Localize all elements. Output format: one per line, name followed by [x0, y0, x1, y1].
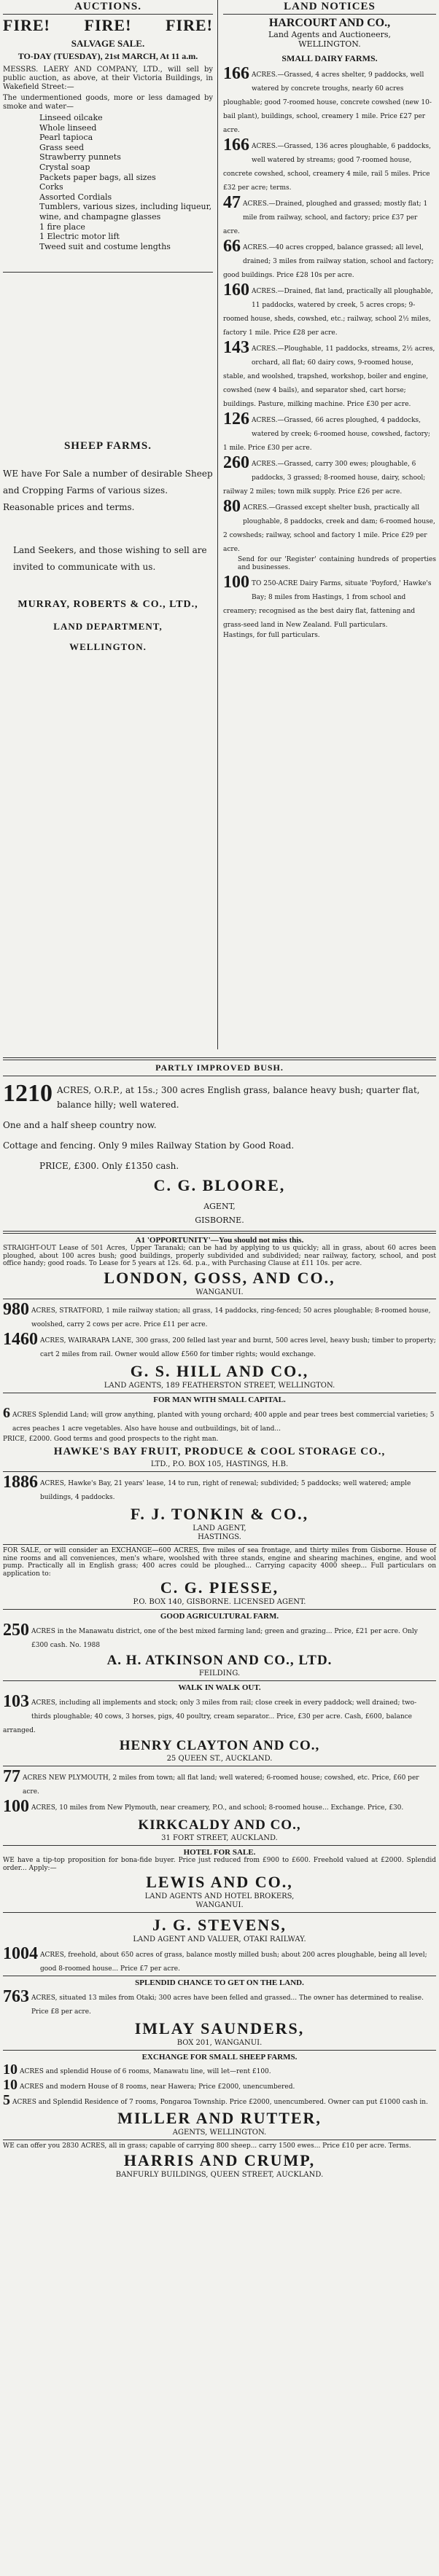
listing-text: ACRES NEW PLYMOUTH, 2 miles from town; all flat land; well watered; 6-roomed house; cowshed, etc. Price, £60 per acre.	[23, 1774, 419, 1796]
london-headline: A1 'OPPORTUNITY'—You should not miss this.	[135, 1236, 304, 1245]
acreage-number: 6	[3, 1405, 10, 1421]
fire-word: FIRE!	[166, 16, 213, 34]
farm-listing	[3, 1989, 436, 2016]
salvage-lead: The undermentioned goods, more or less damaged by smoke and water—	[3, 94, 213, 111]
listing-text: ACRES, WAIRARAPA LANE, 300 grass, 200 felled last year and burnt, 500 acres level, heavy bush; timber to property; cart 2 miles from rail. Owner would allow £560 for timber rights; would exchange.	[40, 1336, 436, 1358]
bloore-city: GISBORNE.	[195, 1215, 244, 1225]
farm-listing	[223, 498, 436, 554]
stevens-sub: LAND AGENT AND VALUER, OTAKI RAILWAY.	[133, 1935, 306, 1943]
atkinson-city: FEILDING.	[198, 1669, 241, 1677]
harris-body: WE can offer you 2830 ACRES, all in grass; capable of carrying 800 sheep... carry 1500 ewes... Price £10 per acre. Terms.	[3, 2142, 411, 2150]
salvage-item: Assorted Cordials	[39, 192, 112, 202]
farm-listing	[3, 1798, 436, 1814]
salvage-item: Crystal soap	[39, 162, 90, 172]
register-note: Send for our 'Register' containing hundreds of properties and businesses.	[238, 556, 436, 571]
salvage-item: Tweed suit and costume lengths	[39, 241, 171, 251]
fire-word: FIRE!	[84, 16, 132, 34]
atkinson-title: GOOD AGRICULTURAL FARM.	[160, 1612, 279, 1621]
acreage-number: 10	[3, 2062, 18, 2077]
acreage-number: 250	[3, 1622, 29, 1640]
tonkin-city: HASTINGS.	[198, 1533, 241, 1541]
salvage-item: Packets paper bags, all sizes	[39, 172, 156, 182]
section-rule	[3, 1471, 436, 1472]
listing-text: ACRES.—Drained, ploughed and grassed; mostly flat; 1 mile from railway, school, and factory; price £37 per acre.	[223, 200, 428, 235]
harcourt-sub: Land Agents and Auctioneers,	[268, 30, 392, 39]
farm-listing	[3, 1622, 436, 1650]
listing-text: ACRES.—Grassed, 66 acres ploughed, 4 paddocks, watered by creek; 6-roomed house, cowshed, factory; 1 mile. Price £30 per acre.	[223, 417, 430, 452]
harcourt-firm: HARCOURT AND CO.,	[268, 17, 391, 29]
fire-banner	[3, 16, 213, 35]
section-rule	[3, 1057, 436, 1060]
clayton-firm: HENRY CLAYTON AND CO.,	[119, 1738, 320, 1753]
farm-listing	[3, 2062, 436, 2077]
harris-address: BANFURLY BUILDINGS, QUEEN STREET, AUCKLAND.	[115, 2170, 324, 2179]
farm-listing	[3, 1406, 436, 1433]
farm-listing	[3, 1331, 436, 1359]
section-rule	[3, 1231, 436, 1234]
listing-text: ACRES, O.R.P., at 15s.; 300 acres English grass, balance heavy bush; quarter flat, balance hilly; well watered.	[57, 1085, 420, 1110]
hill-firm: G. S. HILL AND CO.,	[130, 1361, 309, 1380]
farm-listing	[223, 340, 436, 409]
harcourt-city: WELLINGTON.	[298, 39, 361, 49]
column-divider	[217, 0, 218, 1049]
agent-note: Hastings, for full particulars.	[223, 632, 320, 639]
salvage-item: 1 fire place	[39, 222, 85, 232]
section-rule	[3, 2050, 436, 2051]
acreage-number: 66	[223, 238, 241, 256]
clayton-title: WALK IN WALK OUT.	[178, 1683, 261, 1692]
kirkcaldy-address: 31 FORT STREET, AUCKLAND.	[161, 1834, 278, 1842]
farm-listing	[3, 1769, 436, 1796]
salvage-item: Linseed oilcake	[39, 113, 103, 122]
salvage-items	[3, 113, 213, 251]
farm-listing	[223, 574, 436, 630]
land-department: LAND DEPARTMENT,	[53, 621, 163, 633]
section-rule	[3, 1912, 436, 1913]
kirkcaldy-firm: KIRKCALDY AND CO.,	[138, 1817, 301, 1833]
land-notices-column	[223, 0, 436, 640]
section-rule	[3, 1845, 436, 1846]
farm-listing	[223, 66, 436, 135]
listing-text: ACRES, situated 13 miles from Otaki; 300 acres have been felled and grassed... The owner has determined to realise. Price £8 per acre.	[31, 1994, 424, 2016]
listing-text: ACRES.—Drained, flat land, practically all ploughable, 11 paddocks, watered by creek, 5 acres crops; 9-roomed house, sheds, cowshed, etc.; railway, school 2½ miles, factory 1 mile. Price £28 per acre.	[223, 288, 433, 337]
acreage-number: 80	[223, 498, 241, 516]
lewis-body: WE have a tip-top proposition for bona-fide buyer. Price just reduced from £900 to £600. Freehold valued at £2000. Splendid order... Apply:—	[3, 1857, 436, 1872]
bloore-role: AGENT,	[203, 1202, 236, 1211]
farm-listing	[223, 455, 436, 496]
salvage-item: Grass seed	[39, 142, 85, 152]
farm-listing	[3, 1694, 436, 1735]
listing-text: ACRES and modern House of 8 rooms, near Hawera; Price £2000, unencumbered.	[20, 2083, 295, 2091]
farm-listing	[223, 137, 436, 192]
bush-line3: Cottage and fencing. Only 9 miles Railway Station by Good Road.	[3, 1140, 295, 1151]
acreage-number: 763	[3, 1989, 29, 2006]
farm-listing	[223, 195, 436, 236]
acreage-number: 10	[3, 2078, 18, 2092]
bush-line2: One and a half sheep country now.	[3, 1120, 157, 1130]
farm-listing	[223, 238, 436, 280]
farm-listing	[3, 2093, 436, 2107]
listing-text: ACRES and Splendid Residence of 7 rooms, Pongaroa Township. Price £2000, unencumbered. Owner can put £1000 cash in.	[12, 2099, 428, 2106]
tonkin-role: LAND AGENT,	[193, 1524, 246, 1532]
hawkes-sub: LTD., P.O. BOX 105, HASTINGS, H.B.	[150, 1460, 289, 1468]
bloore-firm: C. G. BLOORE,	[153, 1176, 286, 1194]
acreage-number: 5	[3, 2093, 10, 2107]
lewis-firm: LEWIS AND CO.,	[146, 1873, 293, 1891]
acreage-number: 980	[3, 1301, 29, 1319]
london-goss-firm: LONDON, GOSS, AND CO.,	[104, 1268, 335, 1287]
salvage-title: SALVAGE SALE.	[71, 38, 145, 49]
fire-word: FIRE!	[3, 16, 50, 34]
farm-listing	[3, 1946, 436, 1973]
hawkes-bay-fruit-firm: HAWKE'S BAY FRUIT, PRODUCE & COOL STORAGE CO.,	[53, 1446, 386, 1457]
acreage-number: 47	[223, 195, 241, 212]
salvage-time: TO-DAY (TUESDAY), 21st MARCH, At 11 a.m.	[18, 51, 198, 61]
miller-title: EXCHANGE FOR SMALL SHEEP FARMS.	[141, 2053, 298, 2062]
clayton-address: 25 QUEEN ST., AUCKLAND.	[166, 1755, 273, 1763]
listing-text: ACRES.—40 acres cropped, balance grassed; all level, drained; 3 miles from railway station, school and factory; good buildings. Price £28 10s per acre.	[223, 244, 434, 279]
listing-text: ACRES.—Ploughable, 11 paddocks, streams, 2½ acres, orchard, all flat; 60 dairy cows, 9-roomed house, stable, and woolshed, trapshed, workshop, boiler and engine, cowshed (new 4 bails), and separator shed, cart horse; buildings. Pasture, milking machine. Price £30 per acre.	[223, 345, 435, 408]
wellington-city: WELLINGTON.	[69, 641, 147, 653]
piesse-body: FOR SALE, or will consider an EXCHANGE—600 ACRES, five miles of sea frontage, and thirty miles from Gisborne. House of nine rooms and all conveniences, men's whare, woolshed with three stands, engine and shearing machines, engine, and wool pump. Practically all in English grass; 400 acres could be ploughed... Carrying capacity 4000 sheep... Full particulars on application to:	[3, 1547, 436, 1578]
acreage-number: 260	[223, 455, 249, 472]
acreage-number: 126	[223, 411, 249, 428]
tonkin-firm: F. J. TONKIN & CO.,	[130, 1505, 309, 1523]
hill-address: LAND AGENTS, 189 FEATHERSTON STREET, WELLINGTON.	[104, 1381, 335, 1390]
imlay-title: SPLENDID CHANCE TO GET ON THE LAND.	[135, 1978, 304, 1987]
bush-price: PRICE, £300. Only £1350 cash.	[39, 1161, 179, 1171]
auctions-header: AUCTIONS.	[3, 0, 213, 15]
miller-sub: AGENTS, WELLINGTON.	[172, 2129, 267, 2137]
acreage-number: 166	[223, 66, 249, 83]
auctions-column	[3, 0, 213, 653]
farm-listing	[3, 2078, 436, 2092]
salvage-intro: MESSRS. LAERY AND COMPANY, LTD., will sell by public auction, as above, at their Victoria Buildings, in Wakefield Street:—	[3, 66, 213, 91]
listing-text: ACRES and splendid House of 6 rooms, Manawatu line, will let—rent £100.	[20, 2068, 271, 2075]
lewis-title: HOTEL FOR SALE.	[183, 1848, 256, 1857]
acreage-number: 77	[3, 1769, 20, 1786]
farm-listing	[223, 282, 436, 337]
sheep-farms-invite: Land Seekers, and those wishing to sell are invited to communicate with us.	[13, 545, 207, 573]
imlay-firm: IMLAY SAUNDERS,	[134, 2019, 305, 2037]
acreage-number: 166	[223, 137, 249, 154]
piesse-sub: P.O. BOX 140, GISBORNE. LICENSED AGENT.	[133, 1598, 306, 1606]
section-rule	[3, 1544, 436, 1545]
section-rule	[3, 1680, 436, 1681]
piesse-firm: C. G. PIESSE,	[160, 1578, 279, 1597]
lewis-city: WANGANUI.	[195, 1901, 244, 1909]
farm-listing	[223, 411, 436, 453]
bush-listing	[3, 1082, 436, 1111]
imlay-sub: BOX 201, WANGANUI.	[176, 2039, 263, 2047]
salvage-item: Strawberry punnets	[39, 152, 121, 163]
hawkes-price: PRICE, £2000. Good terms and good prospects to the right man.	[3, 1435, 219, 1443]
listing-text: ACRES in the Manawatu district, one of the best mixed farming land; green and grazing... Price, £21 per acre. Only £300 cash. No. 1988	[31, 1628, 418, 1649]
listing-text: ACRES Splendid Land; will grow anything, planted with young orchard; 400 apple and pear trees best commercial varieties; 5 acres peaches 1 acre vegetables. Also have house and outbuildings, bit of land...	[12, 1411, 435, 1433]
salvage-item: Tumblers, various sizes, including liqueur, wine, and champagne glasses	[39, 202, 212, 222]
lewis-sub: LAND AGENTS AND HOTEL BROKERS,	[144, 1892, 295, 1900]
salvage-item: 1 Electric motor lift	[39, 232, 120, 242]
acreage-number: 100	[223, 574, 249, 592]
small-dairy-farms-title: SMALL DAIRY FARMS.	[281, 53, 378, 63]
stevens-firm: J. G. STEVENS,	[152, 1916, 287, 1934]
full-width-ads	[3, 1055, 436, 2180]
listing-text: ACRES, freehold, about 650 acres of grass, balance mostly milled bush; about 200 acres ploughable, being all level; good 8-roomed house... Price £7 per acre.	[40, 1951, 427, 1973]
salvage-item: Pearl tapioca	[39, 133, 93, 143]
land-notices-header: LAND NOTICES	[223, 0, 436, 15]
salvage-item: Whole linseed	[39, 122, 97, 133]
farm-listing	[3, 1474, 436, 1502]
sheep-farms-body: WE have For Sale a number of desirable Sheep and Cropping Farms of various sizes. Reasonable prices and terms.	[3, 469, 213, 513]
bush-section-title: PARTLY IMPROVED BUSH.	[155, 1062, 284, 1073]
acreage-number: 100	[3, 1798, 29, 1814]
acreage-number: 143	[223, 340, 249, 357]
hawkes-title: FOR MAN WITH SMALL CAPITAL.	[153, 1395, 286, 1404]
listing-text: ACRES, including all implements and stock; only 3 miles from rail; close creek in every paddock; well drained; two-thirds ploughable; 40 cows, 3 horses, pigs, 40 poultry, cream separator... Price, £30 per acre. Cash, £600, balance arranged.	[3, 1699, 417, 1734]
listing-text: ACRES.—Grassed except shelter bush, practically all ploughable, 8 paddocks, creek and dam; 6-roomed house, 2 cowsheds; railway, school and factory 1 mile. Price £29 per acre.	[223, 504, 435, 553]
section-rule	[3, 1609, 436, 1610]
farm-listing	[3, 1301, 436, 1329]
listing-text: ACRES, STRATFORD, 1 mile railway station; all grass, 14 paddocks, ring-fenced; 50 acres ploughable; 8-roomed house, woolshed, carry 2 cows per acre. Price £11 per acre.	[31, 1307, 431, 1328]
london-city: WANGANUI.	[195, 1288, 244, 1296]
acreage-number: 1210	[3, 1082, 53, 1107]
harris-firm: HARRIS AND CRUMP,	[123, 2150, 316, 2169]
listing-text: ACRES, Hawke's Bay, 21 years' lease, 14 to run, right of renewal; subdivided; 5 paddocks; well watered; ample buildings, 4 paddocks.	[40, 1480, 411, 1501]
acreage-number: 103	[3, 1694, 29, 1711]
atkinson-firm: A. H. ATKINSON AND CO., LTD.	[106, 1653, 333, 1668]
miller-firm: MILLER AND RUTTER,	[117, 2109, 322, 2127]
listing-text: ACRES.—Grassed, carry 300 ewes; ploughable, 6 paddocks, 3 grassed; 8-roomed house, dairy, school; railway 2 miles; town milk supply. Price £26 per acre.	[223, 461, 426, 496]
listing-text: ACRES.—Grassed, 136 acres ploughable, 6 paddocks, well watered by streams; good 7-roomed house, concrete cowshed, school, creamery 4 mile, rail 5 miles. Price £32 per acre; terms.	[223, 143, 431, 192]
sheep-farms-title: SHEEP FARMS.	[63, 440, 152, 453]
murray-roberts-firm: MURRAY, ROBERTS & CO., LTD.,	[18, 599, 198, 611]
acreage-number: 1460	[3, 1331, 38, 1349]
acreage-number: 160	[223, 282, 249, 300]
salvage-item: Corks	[39, 182, 63, 192]
listing-text: TO 250-ACRE Dairy Farms, situate 'Poyford,' Hawke's Bay; 8 miles from Hastings, 1 from school and creamery; recognised as the best dairy flat, fattening and grass-seed land in New Zealand. Full particulars.	[223, 580, 432, 629]
acreage-number: 1886	[3, 1474, 38, 1492]
listing-text: ACRES.—Grassed, 4 acres shelter, 9 paddocks, well watered by concrete troughs, nearly 60 acres ploughable; good 7-roomed house, concrete cowshed (new 10-bail plant), buildings, school, creamery 1 mile. Price £27 per acre.	[223, 71, 432, 134]
listing-text: ACRES, 10 miles from New Plymouth, near creamery, P.O., and school; 8-roomed house... Exchange. Price, £30.	[31, 1804, 404, 1812]
london-body: STRAIGHT-OUT Lease of 501 Acres, Upper Taranaki; can be had by applying to us quickly; all in grass, about 60 acres been ploughed, about 100 acres bush; good buildings, properly subdivided and subdivided; near railway, factory, school, and post office handy; good roads. To Lease for 5 years at 12s. 6d. p.a., with Purchasing Clause at £11 10s. per acre.	[3, 1245, 436, 1267]
acreage-number: 1004	[3, 1946, 38, 1963]
